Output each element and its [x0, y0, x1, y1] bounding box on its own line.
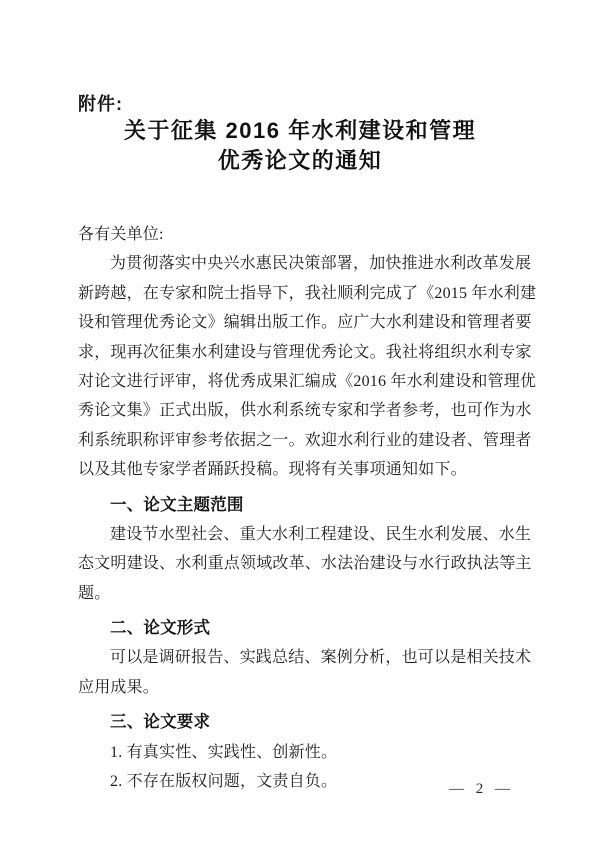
section1-line: 建设节水型社会、重大水利工程建设、民生水利发展、水生: [110, 525, 532, 543]
attachment-label: 附件:: [78, 94, 123, 114]
section1-line: 题。: [78, 584, 111, 602]
paragraph1-line: 利系统职称评审参考依据之一。欢迎水利行业的建设者、管理者: [78, 431, 532, 449]
section2-line: 可以是调研报告、实践总结、案例分析，也可以是相关技术: [110, 649, 532, 667]
title-line-1: 关于征集 2016 年水利建设和管理: [123, 118, 477, 143]
paragraph1-line: 以及其他专家学者踊跃投稿。现将有关事项通知如下。: [78, 461, 467, 479]
section2-line: 应用成果。: [78, 678, 160, 696]
section1-heading: 一、论文主题范围: [110, 495, 244, 514]
paragraph1-line: 秀论文集》正式出版，供水利系统专家和学者参考，也可作为水: [78, 402, 532, 420]
section3-item: 2. 不存在版权问题，文责自负。: [110, 773, 338, 791]
title-line-2: 优秀论文的通知: [217, 148, 383, 173]
section3-heading: 三、论文要求: [110, 713, 211, 732]
salutation: 各有关单位:: [78, 226, 164, 243]
paragraph1-line: 新跨越，在专家和院士指导下，我社顺利完成了《2015 年水利建: [78, 284, 537, 302]
page-number: — 2 —: [449, 781, 514, 797]
paragraph1-line: 设和管理优秀论文》编辑出版工作。应广大水利建设和管理者要: [78, 314, 532, 332]
paragraph1-line: 求，现再次征集水利建设与管理优秀论文。我社将组织水利专家: [78, 343, 532, 361]
document-title: [0, 116, 600, 176]
paragraph1-line: 为贯彻落实中央兴水惠民决策部署，加快推进水利改革发展: [110, 255, 532, 273]
section2-heading: 二、论文形式: [110, 619, 211, 638]
section1-line: 态文明建设、水利重点领域改革、水法治建设与水行政执法等主: [78, 555, 532, 573]
paragraph1-line: 对论文进行评审，将优秀成果汇编成《2016 年水利建设和管理优: [78, 372, 537, 390]
document-body: [78, 220, 537, 796]
section3-item: 1. 有真实性、实践性、创新性。: [110, 743, 338, 761]
